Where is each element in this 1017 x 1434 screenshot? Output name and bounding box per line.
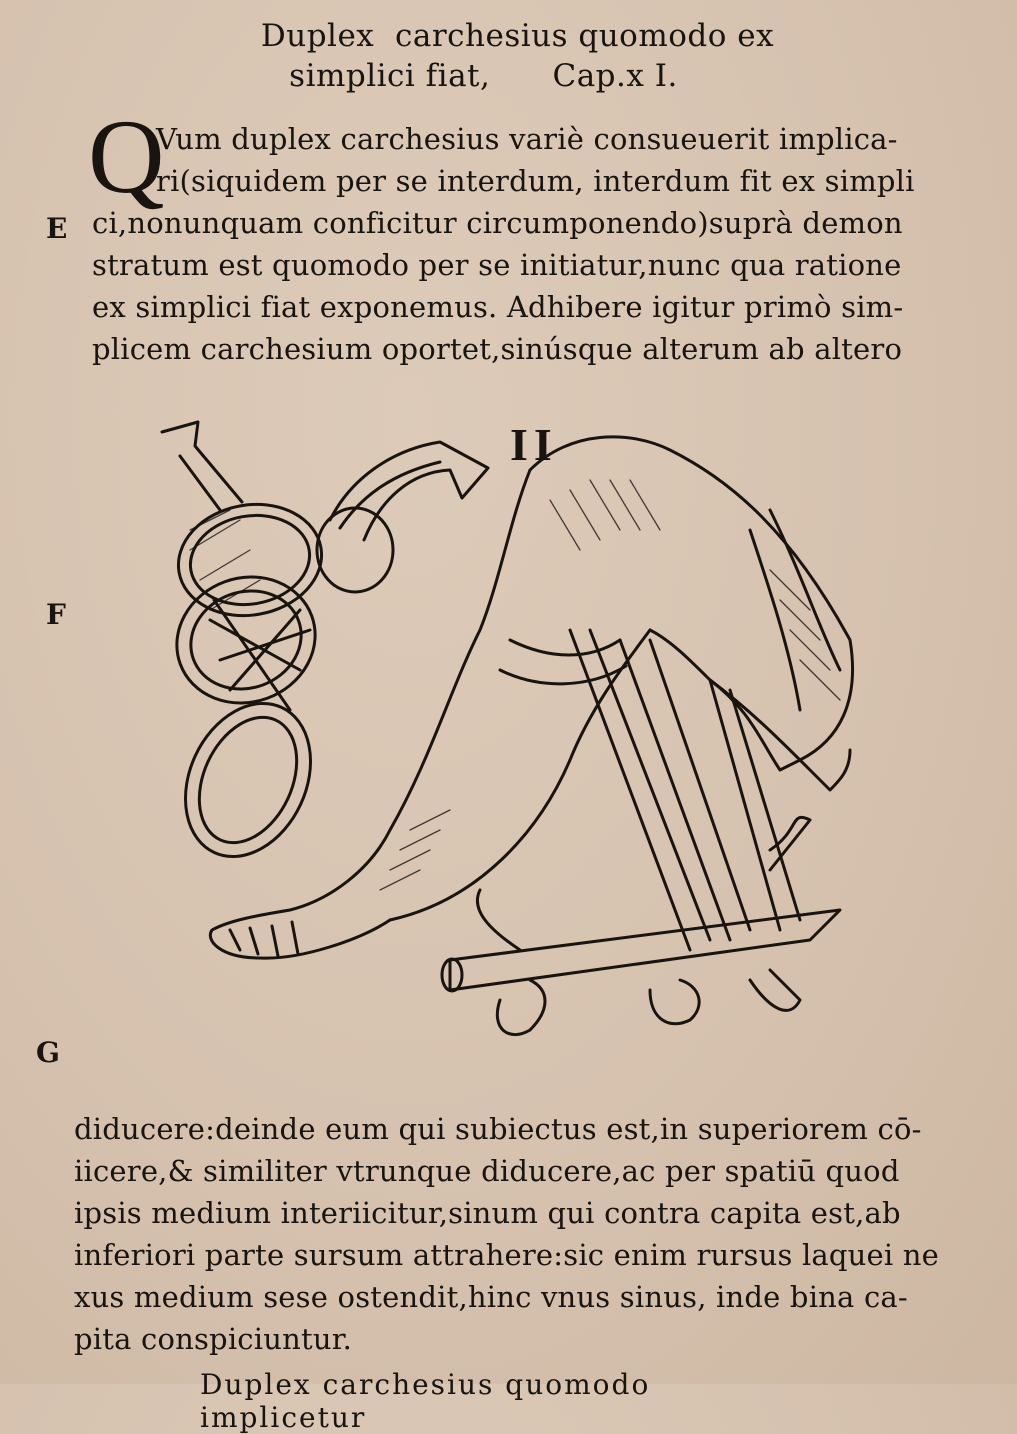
text-line: inferiori parte sursum attrahere:sic enim rursus laquei ne [74, 1238, 940, 1272]
margin-letter-g: G [36, 1036, 60, 1069]
text-line: Vum duplex carchesius variè consueuerit implica- [156, 122, 898, 156]
text-line: xus medium sese ostendit,hinc vnus sinus, inde bina ca- [74, 1280, 908, 1314]
bandaged-leg-icon [210, 437, 852, 958]
figure-number: II [510, 419, 558, 470]
margin-letter-f: F [46, 598, 66, 631]
text-line: iicere,& similiter vtrunque diducere,ac per spatiū quod [74, 1154, 900, 1188]
chapter-title-line2: simplici fiat, Cap.x I. [289, 58, 678, 94]
cut-off-next-heading: Duplex carchesius quomodo implicetur [200, 1368, 651, 1434]
text-line: diducere:deinde eum qui subiectus est,in superiorem cō- [74, 1112, 922, 1146]
text-line: plicem carchesium oportet,sinúsque alterum ab altero [92, 332, 903, 366]
woodcut-illustration [150, 410, 870, 1050]
text-line: ex simplici fiat exponemus. Adhibere igitur primò sim- [92, 290, 904, 324]
text-line: ri(siquidem per se interdum, interdum fit ex simpli [156, 164, 915, 198]
chapter-title-line1: Duplex carchesius quomodo ex [260, 18, 775, 54]
drop-cap: Q [88, 98, 165, 215]
text-line: pita conspiciuntur. [74, 1322, 352, 1356]
margin-letter-e: E [46, 212, 68, 245]
text-line: ipsis medium interiicitur,sinum qui contra capita est,ab [74, 1196, 901, 1230]
knot-rings-icon [159, 422, 488, 877]
text-line: ci,nonunquam conficitur circumponendo)suprà demon [92, 206, 903, 240]
text-line: stratum est quomodo per se initiatur,nunc qua ratione [92, 248, 902, 282]
